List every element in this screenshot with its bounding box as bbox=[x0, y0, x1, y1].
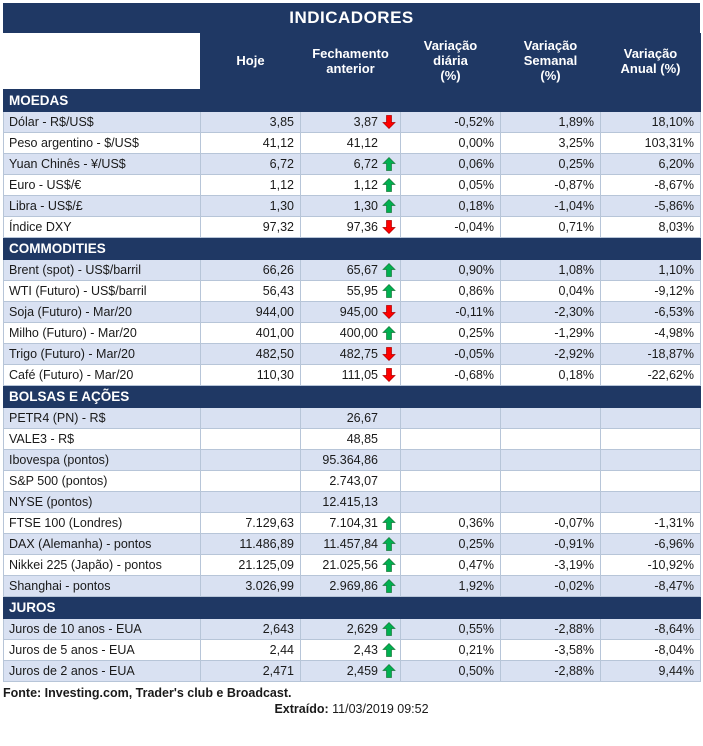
arrow-up-icon bbox=[382, 199, 396, 214]
cell-fechamento-value: 97,36 bbox=[346, 220, 378, 234]
header-semanal-line2: (%) bbox=[540, 67, 561, 83]
header-diaria-line2: (%) bbox=[440, 67, 461, 83]
page-title: INDICADORES bbox=[3, 3, 700, 33]
cell-fechamento-value: 2,459 bbox=[346, 664, 378, 678]
cell-hoje: 401,00 bbox=[201, 323, 301, 344]
cell-variacao-semanal: -3,58% bbox=[501, 640, 601, 661]
section-title: COMMODITIES bbox=[4, 238, 701, 260]
cell-variacao-diaria: 0,90% bbox=[401, 260, 501, 281]
cell-fechamento-value: 95.364,86 bbox=[322, 453, 378, 467]
row-label: Juros de 10 anos - EUA bbox=[4, 619, 201, 640]
table-row bbox=[4, 196, 701, 217]
cell-fechamento-anterior bbox=[301, 555, 401, 576]
table-row bbox=[4, 217, 701, 238]
cell-variacao-diaria: 0,05% bbox=[401, 175, 501, 196]
cell-hoje: 1,30 bbox=[201, 196, 301, 217]
header-semanal-line1: Variação Semanal bbox=[523, 38, 578, 69]
cell-variacao-anual: -8,04% bbox=[601, 640, 701, 661]
cell-fechamento-value: 48,85 bbox=[346, 432, 378, 446]
row-label: Nikkei 225 (Japão) - pontos bbox=[4, 555, 201, 576]
cell-fechamento-anterior bbox=[301, 408, 401, 429]
row-label: Milho (Futuro) - Mar/20 bbox=[4, 323, 201, 344]
header-variacao-anual bbox=[601, 34, 701, 90]
table-row bbox=[4, 133, 701, 154]
cell-fechamento-anterior bbox=[301, 619, 401, 640]
arrow-down-icon bbox=[382, 347, 396, 362]
table-row bbox=[4, 450, 701, 471]
arrow-up-icon bbox=[382, 664, 396, 679]
cell-variacao-diaria: 0,86% bbox=[401, 281, 501, 302]
cell-fechamento-value: 2.743,07 bbox=[329, 474, 378, 488]
cell-fechamento-anterior bbox=[301, 513, 401, 534]
row-label: FTSE 100 (Londres) bbox=[4, 513, 201, 534]
cell-hoje: 41,12 bbox=[201, 133, 301, 154]
footer-extracted-value: 11/03/2019 09:52 bbox=[332, 702, 429, 716]
arrow-up-icon bbox=[382, 178, 396, 193]
cell-hoje bbox=[201, 408, 301, 429]
cell-variacao-diaria bbox=[401, 492, 501, 513]
table-row bbox=[4, 429, 701, 450]
cell-variacao-diaria: 0,55% bbox=[401, 619, 501, 640]
cell-hoje: 2,643 bbox=[201, 619, 301, 640]
cell-variacao-diaria bbox=[401, 471, 501, 492]
cell-variacao-diaria: 0,21% bbox=[401, 640, 501, 661]
cell-fechamento-anterior bbox=[301, 260, 401, 281]
cell-fechamento-value: 111,05 bbox=[341, 368, 378, 382]
section-header-row bbox=[4, 90, 701, 112]
row-label: Dólar - R$/US$ bbox=[4, 112, 201, 133]
cell-fechamento-value: 12.415,13 bbox=[322, 495, 378, 509]
cell-fechamento-value: 2,629 bbox=[346, 622, 378, 636]
cell-variacao-semanal bbox=[501, 429, 601, 450]
cell-variacao-anual: 9,44% bbox=[601, 661, 701, 682]
cell-hoje bbox=[201, 450, 301, 471]
cell-hoje: 3,85 bbox=[201, 112, 301, 133]
cell-variacao-semanal: -2,88% bbox=[501, 619, 601, 640]
header-empty-cell bbox=[4, 34, 201, 90]
header-variacao-diaria bbox=[401, 34, 501, 90]
arrow-down-icon bbox=[382, 305, 396, 320]
table-row bbox=[4, 640, 701, 661]
row-label: Juros de 2 anos - EUA bbox=[4, 661, 201, 682]
row-label: DAX (Alemanha) - pontos bbox=[4, 534, 201, 555]
cell-hoje: 944,00 bbox=[201, 302, 301, 323]
cell-fechamento-anterior bbox=[301, 196, 401, 217]
cell-hoje: 3.026,99 bbox=[201, 576, 301, 597]
cell-variacao-anual bbox=[601, 450, 701, 471]
section-title: BOLSAS E AÇÕES bbox=[4, 386, 701, 408]
cell-variacao-diaria: 0,06% bbox=[401, 154, 501, 175]
cell-variacao-anual: 6,20% bbox=[601, 154, 701, 175]
cell-fechamento-anterior bbox=[301, 154, 401, 175]
cell-variacao-diaria bbox=[401, 408, 501, 429]
section-title: MOEDAS bbox=[4, 90, 701, 112]
cell-variacao-semanal: 0,18% bbox=[501, 365, 601, 386]
cell-variacao-anual bbox=[601, 471, 701, 492]
indicators-sheet bbox=[0, 3, 703, 746]
cell-variacao-diaria: -0,52% bbox=[401, 112, 501, 133]
cell-variacao-anual: 18,10% bbox=[601, 112, 701, 133]
cell-fechamento-value: 1,30 bbox=[353, 199, 378, 213]
row-label: NYSE (pontos) bbox=[4, 492, 201, 513]
header-hoje: Hoje bbox=[201, 34, 301, 90]
table-row bbox=[4, 154, 701, 175]
table-row bbox=[4, 112, 701, 133]
cell-variacao-diaria: 0,36% bbox=[401, 513, 501, 534]
cell-fechamento-anterior bbox=[301, 281, 401, 302]
arrow-up-icon bbox=[382, 622, 396, 637]
arrow-up-icon bbox=[382, 537, 396, 552]
cell-fechamento-anterior bbox=[301, 133, 401, 154]
cell-variacao-anual: -6,53% bbox=[601, 302, 701, 323]
cell-hoje: 97,32 bbox=[201, 217, 301, 238]
table-row bbox=[4, 408, 701, 429]
table-body bbox=[4, 90, 701, 682]
cell-fechamento-anterior bbox=[301, 450, 401, 471]
row-label: Café (Futuro) - Mar/20 bbox=[4, 365, 201, 386]
row-label: Yuan Chinês - ¥/US$ bbox=[4, 154, 201, 175]
cell-variacao-anual: -8,47% bbox=[601, 576, 701, 597]
cell-variacao-diaria bbox=[401, 429, 501, 450]
cell-fechamento-value: 945,00 bbox=[339, 305, 378, 319]
cell-hoje bbox=[201, 429, 301, 450]
arrow-down-icon bbox=[382, 368, 396, 383]
cell-fechamento-anterior bbox=[301, 661, 401, 682]
cell-hoje: 2,471 bbox=[201, 661, 301, 682]
cell-variacao-anual: -6,96% bbox=[601, 534, 701, 555]
cell-variacao-semanal: 0,71% bbox=[501, 217, 601, 238]
table-row bbox=[4, 471, 701, 492]
cell-fechamento-anterior bbox=[301, 302, 401, 323]
cell-fechamento-anterior bbox=[301, 534, 401, 555]
table-row bbox=[4, 344, 701, 365]
cell-fechamento-anterior bbox=[301, 429, 401, 450]
table-row bbox=[4, 492, 701, 513]
cell-fechamento-anterior bbox=[301, 217, 401, 238]
table-header-row bbox=[4, 34, 701, 90]
cell-hoje: 2,44 bbox=[201, 640, 301, 661]
section-header-row bbox=[4, 597, 701, 619]
cell-variacao-diaria: 0,25% bbox=[401, 534, 501, 555]
cell-variacao-semanal: 1,89% bbox=[501, 112, 601, 133]
cell-variacao-diaria: 0,00% bbox=[401, 133, 501, 154]
row-label: Soja (Futuro) - Mar/20 bbox=[4, 302, 201, 323]
cell-variacao-diaria: -0,68% bbox=[401, 365, 501, 386]
cell-variacao-diaria: 0,25% bbox=[401, 323, 501, 344]
section-header-row bbox=[4, 386, 701, 408]
cell-fechamento-anterior bbox=[301, 640, 401, 661]
cell-variacao-anual: -18,87% bbox=[601, 344, 701, 365]
arrow-up-icon bbox=[382, 643, 396, 658]
header-anual-line1: Variação bbox=[623, 45, 678, 61]
table-row bbox=[4, 281, 701, 302]
row-label: Libra - US$/£ bbox=[4, 196, 201, 217]
cell-fechamento-anterior bbox=[301, 365, 401, 386]
header-fechamento-line2: anterior bbox=[326, 60, 375, 76]
cell-fechamento-anterior bbox=[301, 175, 401, 196]
table-row bbox=[4, 365, 701, 386]
cell-hoje: 1,12 bbox=[201, 175, 301, 196]
cell-hoje: 56,43 bbox=[201, 281, 301, 302]
cell-variacao-anual bbox=[601, 429, 701, 450]
cell-variacao-semanal: -2,92% bbox=[501, 344, 601, 365]
row-label: Brent (spot) - US$/barril bbox=[4, 260, 201, 281]
row-label: Juros de 5 anos - EUA bbox=[4, 640, 201, 661]
header-anual-line2: Anual (%) bbox=[620, 60, 681, 76]
cell-variacao-anual: -8,67% bbox=[601, 175, 701, 196]
cell-hoje: 11.486,89 bbox=[201, 534, 301, 555]
cell-variacao-diaria: -0,04% bbox=[401, 217, 501, 238]
row-label: Euro - US$/€ bbox=[4, 175, 201, 196]
arrow-up-icon bbox=[382, 263, 396, 278]
cell-hoje: 66,26 bbox=[201, 260, 301, 281]
cell-variacao-semanal bbox=[501, 492, 601, 513]
cell-fechamento-anterior bbox=[301, 323, 401, 344]
cell-variacao-anual: 103,31% bbox=[601, 133, 701, 154]
cell-fechamento-value: 400,00 bbox=[339, 326, 378, 340]
cell-variacao-semanal: -2,88% bbox=[501, 661, 601, 682]
table-row bbox=[4, 302, 701, 323]
cell-variacao-anual: -22,62% bbox=[601, 365, 701, 386]
cell-hoje bbox=[201, 492, 301, 513]
cell-variacao-semanal: -0,91% bbox=[501, 534, 601, 555]
cell-variacao-anual: 1,10% bbox=[601, 260, 701, 281]
cell-variacao-semanal: -0,02% bbox=[501, 576, 601, 597]
row-label: Ibovespa (pontos) bbox=[4, 450, 201, 471]
cell-fechamento-value: 65,67 bbox=[346, 263, 378, 277]
table-row bbox=[4, 534, 701, 555]
cell-variacao-diaria: 0,50% bbox=[401, 661, 501, 682]
cell-variacao-anual: -5,86% bbox=[601, 196, 701, 217]
cell-variacao-diaria: 0,18% bbox=[401, 196, 501, 217]
table-row bbox=[4, 576, 701, 597]
cell-variacao-anual: -1,31% bbox=[601, 513, 701, 534]
cell-variacao-diaria: 0,47% bbox=[401, 555, 501, 576]
cell-variacao-semanal: 0,04% bbox=[501, 281, 601, 302]
footer-extracted-label: Extraído: bbox=[274, 702, 329, 716]
cell-fechamento-value: 3,87 bbox=[353, 115, 378, 129]
cell-fechamento-value: 26,67 bbox=[346, 411, 378, 425]
cell-fechamento-value: 11.457,84 bbox=[323, 537, 378, 551]
cell-variacao-semanal bbox=[501, 471, 601, 492]
cell-fechamento-anterior bbox=[301, 471, 401, 492]
arrow-up-icon bbox=[382, 579, 396, 594]
cell-fechamento-anterior bbox=[301, 576, 401, 597]
arrow-up-icon bbox=[382, 516, 396, 531]
arrow-up-icon bbox=[382, 326, 396, 341]
cell-variacao-semanal: -0,07% bbox=[501, 513, 601, 534]
cell-hoje: 110,30 bbox=[201, 365, 301, 386]
cell-hoje: 21.125,09 bbox=[201, 555, 301, 576]
cell-variacao-anual: -10,92% bbox=[601, 555, 701, 576]
header-fechamento-line1: Fechamento bbox=[312, 45, 389, 61]
cell-variacao-diaria: -0,11% bbox=[401, 302, 501, 323]
cell-fechamento-value: 21.025,56 bbox=[322, 558, 378, 572]
cell-variacao-semanal bbox=[501, 450, 601, 471]
cell-fechamento-value: 2,43 bbox=[353, 643, 378, 657]
cell-variacao-diaria: -0,05% bbox=[401, 344, 501, 365]
cell-hoje bbox=[201, 471, 301, 492]
cell-variacao-semanal: -2,30% bbox=[501, 302, 601, 323]
row-label: S&P 500 (pontos) bbox=[4, 471, 201, 492]
row-label: PETR4 (PN) - R$ bbox=[4, 408, 201, 429]
cell-variacao-anual: -9,12% bbox=[601, 281, 701, 302]
arrow-up-icon bbox=[382, 284, 396, 299]
cell-variacao-semanal: -3,19% bbox=[501, 555, 601, 576]
cell-variacao-semanal: 0,25% bbox=[501, 154, 601, 175]
cell-hoje: 7.129,63 bbox=[201, 513, 301, 534]
cell-fechamento-value: 7.104,31 bbox=[329, 516, 378, 530]
cell-fechamento-value: 6,72 bbox=[353, 157, 378, 171]
arrow-up-icon bbox=[382, 558, 396, 573]
cell-variacao-semanal: 1,08% bbox=[501, 260, 601, 281]
cell-variacao-semanal: -1,29% bbox=[501, 323, 601, 344]
arrow-up-icon bbox=[382, 157, 396, 172]
row-label: Índice DXY bbox=[4, 217, 201, 238]
indicators-table bbox=[3, 33, 701, 682]
cell-hoje: 6,72 bbox=[201, 154, 301, 175]
section-title: JUROS bbox=[4, 597, 701, 619]
cell-variacao-anual bbox=[601, 492, 701, 513]
cell-fechamento-value: 55,95 bbox=[346, 284, 378, 298]
table-row bbox=[4, 323, 701, 344]
arrow-down-icon bbox=[382, 220, 396, 235]
row-label: Peso argentino - $/US$ bbox=[4, 133, 201, 154]
header-variacao-semanal bbox=[501, 34, 601, 90]
table-row bbox=[4, 260, 701, 281]
row-label: Trigo (Futuro) - Mar/20 bbox=[4, 344, 201, 365]
row-label: VALE3 - R$ bbox=[4, 429, 201, 450]
cell-variacao-semanal: -0,87% bbox=[501, 175, 601, 196]
table-row bbox=[4, 555, 701, 576]
cell-fechamento-anterior bbox=[301, 492, 401, 513]
cell-variacao-semanal: 3,25% bbox=[501, 133, 601, 154]
cell-variacao-anual: -8,64% bbox=[601, 619, 701, 640]
cell-fechamento-value: 41,12 bbox=[346, 136, 378, 150]
cell-fechamento-anterior bbox=[301, 112, 401, 133]
row-label: WTI (Futuro) - US$/barril bbox=[4, 281, 201, 302]
cell-variacao-diaria bbox=[401, 450, 501, 471]
row-label: Shanghai - pontos bbox=[4, 576, 201, 597]
cell-variacao-anual: -4,98% bbox=[601, 323, 701, 344]
header-diaria-line1: Variação diária bbox=[423, 38, 478, 69]
cell-hoje: 482,50 bbox=[201, 344, 301, 365]
cell-variacao-semanal bbox=[501, 408, 601, 429]
footer bbox=[3, 684, 700, 716]
cell-fechamento-anterior bbox=[301, 344, 401, 365]
cell-variacao-diaria: 1,92% bbox=[401, 576, 501, 597]
section-header-row bbox=[4, 238, 701, 260]
table-row bbox=[4, 661, 701, 682]
table-row bbox=[4, 175, 701, 196]
table-row bbox=[4, 619, 701, 640]
footer-extracted bbox=[3, 700, 700, 716]
cell-fechamento-value: 482,75 bbox=[339, 347, 378, 361]
table-row bbox=[4, 513, 701, 534]
footer-source: Fonte: Investing.com, Trader's club e Broadcast. bbox=[3, 686, 292, 700]
cell-variacao-semanal: -1,04% bbox=[501, 196, 601, 217]
arrow-down-icon bbox=[382, 115, 396, 130]
header-fechamento-anterior bbox=[301, 34, 401, 90]
cell-variacao-anual: 8,03% bbox=[601, 217, 701, 238]
cell-variacao-anual bbox=[601, 408, 701, 429]
cell-fechamento-value: 1,12 bbox=[353, 178, 378, 192]
cell-fechamento-value: 2.969,86 bbox=[329, 579, 378, 593]
